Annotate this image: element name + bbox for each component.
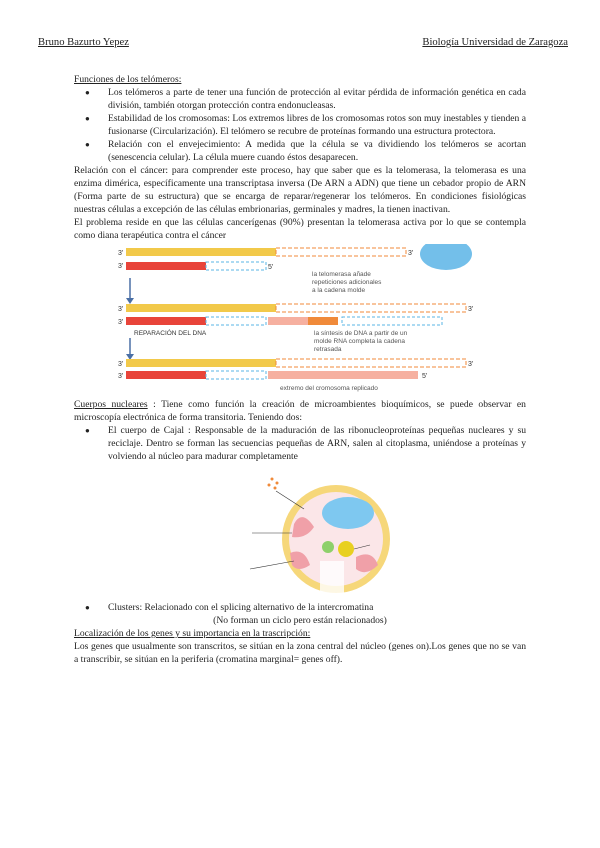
- clusters-note: (No forman un ciclo pero están relacionados): [213, 615, 387, 626]
- telomere-repeat: [276, 359, 466, 367]
- red-strand: [126, 371, 206, 379]
- yellow-strand: [126, 359, 276, 367]
- list-item: ● Relación con el envejecimiento: A medida que la célula se va dividiendo los telómeros se acortan (senescencia celular). La célula muere cuando éstos desaparecen.: [74, 138, 526, 164]
- localization-paragraph: Los genes que usualmente son transcritos, se sitúan en la zona central del núcleo (genes on).Los genes que no se van a transcribir, se sitúan en la periferia (cromatina marginal= genes off).: [74, 641, 526, 665]
- nuclear-list: [74, 424, 526, 463]
- document-body: [74, 73, 526, 666]
- telomerase-text: repeticiones adicionales: [312, 279, 382, 286]
- problem-paragraph: El problema reside en que las células cancerígenas (90%) presentan la telomerasa activa por lo que se contempla como diana terapéutica contra el cáncer: [74, 217, 526, 241]
- red-strand: [126, 317, 206, 325]
- telomerase-figure: [118, 244, 478, 394]
- label-3prime: 3': [118, 250, 124, 257]
- cajal-figure: [232, 469, 412, 597]
- telomeres-heading: Funciones de los telómeros:: [74, 74, 182, 85]
- yellow-strand: [126, 248, 276, 256]
- green-body: [322, 541, 334, 553]
- figure-caption: extremo del cromosoma replicado: [280, 385, 378, 392]
- repair-label: REPARACIÓN DEL DNA: [134, 330, 207, 337]
- synthesis-text: retrasada: [314, 346, 342, 353]
- row-2: [118, 304, 473, 353]
- list-item: ● Estabilidad de los cromosomas: Los extremos libres de los cromosomas rotos son muy inestables y tienden a fusionarse (Circularización). El telómero se recubre de proteínas formando una estructura protectora.: [74, 112, 526, 138]
- list-item: ● El cuerpo de Cajal : Responsable de la maduración de las ribonucleoproteínas pequeñas nucleares y su reciclaje. Dentro se forman las secuencias pequeñas de ARN, salen al citoplasma, uniéndose a proteínas y volviendo al núcleo para madurar completamente: [74, 424, 526, 463]
- clusters-list: [74, 601, 526, 614]
- new-segment: [268, 317, 308, 325]
- label-3prime: 3': [408, 250, 414, 257]
- cancer-paragraph: Relación con el cáncer: para comprender este proceso, hay que saber que es la telomerasa, la telomerasa es una enzima dimérica, específicamente una transcriptasa inversa (De ARN a ADN) que tiene un cebador propio de ARN (Forma parte de su estructura) que se encarga de reparar/regenerar los telómeros. En condiciones fisiológicas nuestras células a excepción de las células embrionarias, germinales y madres, la tienen inactivan.: [74, 165, 526, 215]
- synthesis-text: molde RNA completa la cadena: [314, 338, 406, 345]
- telomere-repeat: [276, 248, 406, 256]
- label-3prime: 3': [118, 319, 124, 326]
- label-3prime: 3': [118, 306, 124, 313]
- telomeres-list: [74, 86, 526, 164]
- down-arrow-head: [126, 298, 134, 304]
- row-1: [118, 244, 472, 294]
- orange-segment: [308, 317, 338, 325]
- list-item: ● Los telómeros a parte de tener una función de protección al evitar pérdida de información genética en cada división, también otorgan protección contra endonucleasas.: [74, 86, 526, 112]
- telomerase-text: a la cadena molde: [312, 287, 366, 294]
- course-header: Biología Universidad de Zaragoza: [422, 37, 568, 48]
- row-3: [118, 359, 473, 392]
- new-segment: [268, 371, 418, 379]
- nuclear-intro: : Tiene como función la creación de microambientes bioquímicos, se puede observar en microscopía electrónica de forma transitoria. Teniendo dos:: [74, 399, 526, 423]
- red-strand: [126, 262, 206, 270]
- blue-segment: [206, 262, 266, 270]
- pointer-line: [250, 561, 294, 569]
- nucleolus: [322, 497, 374, 529]
- telomerase-text: la telomerasa añade: [312, 271, 371, 278]
- label-3prime: 3': [118, 263, 124, 270]
- label-3prime: 3': [468, 306, 474, 313]
- list-item: ● Clusters: Relacionado con el splicing alternativo de la intercromatina: [74, 601, 526, 614]
- telomere-repeat: [276, 304, 466, 312]
- label-3prime: 3': [468, 361, 474, 368]
- particles: [268, 478, 279, 490]
- yellow-strand: [126, 304, 276, 312]
- nuclear-heading: Cuerpos nucleares: [74, 399, 148, 410]
- blue-segment: [342, 317, 442, 325]
- label-5prime: 5': [422, 373, 428, 380]
- label-5prime: 5': [268, 264, 274, 271]
- telomerase-enzyme: [420, 244, 472, 270]
- cajal-body: [338, 541, 354, 557]
- blue-segment: [206, 371, 266, 379]
- nuclear-paragraph: [74, 398, 526, 424]
- nuclear-pore: [320, 561, 344, 593]
- synthesis-text: la síntesis de DNA a partir de un: [314, 330, 408, 337]
- label-3prime: 3': [118, 373, 124, 380]
- localization-heading: Localización de los genes y su importancia en la trascripción:: [74, 628, 311, 639]
- label-3prime: 3': [118, 361, 124, 368]
- blue-segment: [206, 317, 266, 325]
- author-header: Bruno Bazurto Yepez: [38, 37, 129, 48]
